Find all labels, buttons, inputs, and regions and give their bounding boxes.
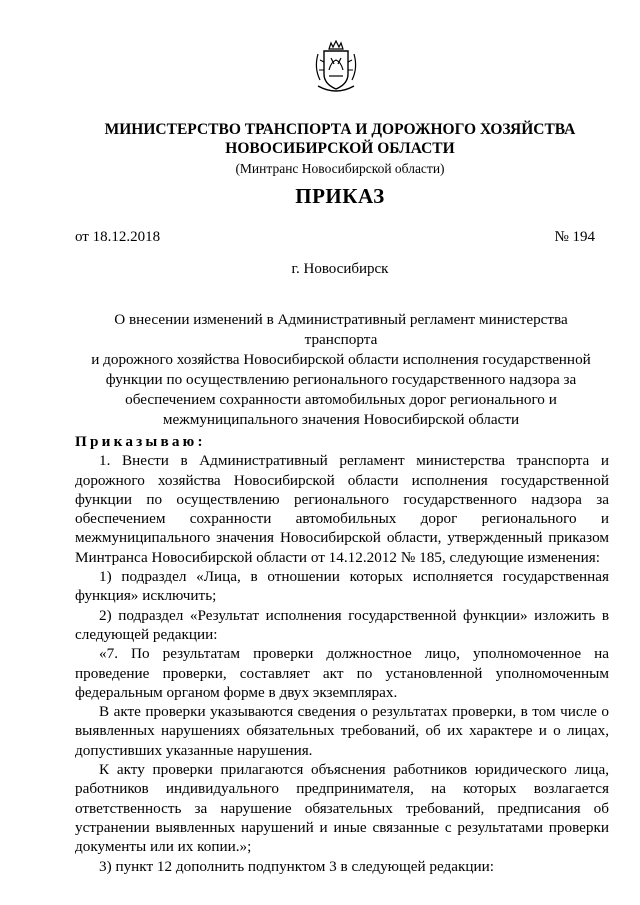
ministry-short-name: (Минтранс Новосибирской области): [235, 161, 445, 176]
document-date: от 18.12.2018: [75, 229, 161, 245]
document-type-title: ПРИКАЗ: [295, 184, 385, 208]
ministry-name-line2: НОВОСИБИРСКОЙ ОБЛАСТИ: [225, 140, 455, 157]
ministry-name-line1: МИНИСТЕРСТВО ТРАНСПОРТА И ДОРОЖНОГО ХОЗЯЙСТВА: [104, 121, 576, 138]
body-paragraph: 1) подраздел «Лица, в отношении которых исполняется государственная функция» исключить;: [75, 568, 609, 605]
document-subject: [80, 310, 602, 430]
subject-line: межмуниципального значения Новосибирской области: [162, 411, 520, 428]
coat-of-arms-emblem: [312, 40, 360, 96]
subject-line: обеспечением сохранности автомобильных дорог регионального и: [125, 391, 557, 408]
body-paragraph: 2) подраздел «Результат исполнения государственной функции» изложить в следующей редакции:: [75, 606, 609, 643]
subject-line: и дорожного хозяйства Новосибирской области исполнения государственной: [91, 351, 591, 368]
document-number: № 194: [554, 229, 595, 245]
body-paragraph: 3) пункт 12 дополнить подпунктом 3 в следующей редакции:: [99, 857, 494, 875]
order-lead: Приказываю:: [75, 433, 206, 450]
subject-line: О внесении изменений в Административный регламент министерства транспорта: [114, 311, 568, 348]
subject-line: функции по осуществлению регионального государственного надзора за: [105, 371, 577, 388]
document-body: [75, 432, 609, 876]
body-paragraph: К акту проверки прилагаются объяснения работников юридического лица, работников индивидуального предпринимателя, на которых возлагается ответственность за нарушение обязательных требований, предписания об устранении выявленных нарушений и иные связанные с результатами проверки документы или их копии.»;: [75, 761, 609, 856]
body-paragraph: В акте проверки указываются сведения о результатах проверки, в том числе о выявленных нарушениях обязательных требований, об их характере и о лицах, допустивших указанные нарушения.: [75, 703, 609, 759]
body-paragraph: 1. Внести в Административный регламент министерства транспорта и дорожного хозяйства Новосибирской области исполнения государственной функции по осуществлению регионального государственного надзора за обеспечением сохранности автомобильных дорог регионального и межмуниципального значения Новосибирской области, утвержденный приказом Минтранса Новосибирской области от 14.12.2012 № 185, следующие изменения:: [75, 452, 609, 566]
body-paragraph: «7. По результатам проверки должностное лицо, уполномоченное на проведение проверки, составляет акт по установленной уполномоченным федеральным органом форме в двух экземплярах.: [75, 645, 609, 701]
document-city: г. Новосибирск: [291, 261, 389, 277]
